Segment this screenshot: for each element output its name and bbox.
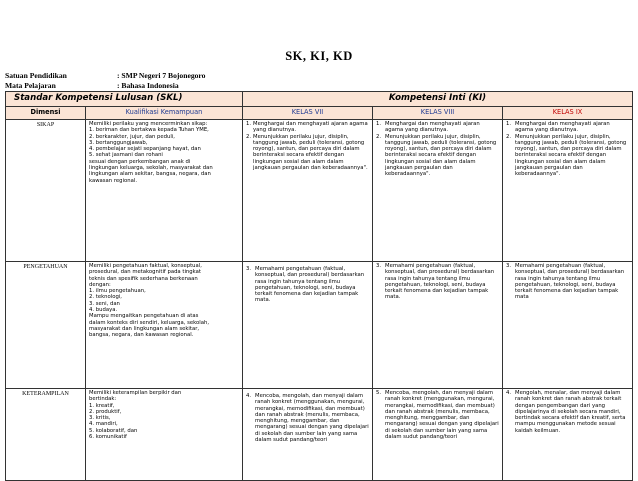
item-text: Menghargai dan menghayati ajaran agama yang dianutnya. [253, 121, 368, 134]
text-line: 2. berkarakter, jujur, dan peduli, [89, 133, 175, 140]
text-line: lingkungan keluarga, sekolah, masyarakat dan [89, 165, 213, 172]
ki-kelas-viii-pengetahuan [373, 262, 503, 389]
text-line: 4. budaya. [89, 307, 118, 314]
item-number: 4. [246, 393, 252, 399]
text-line: bangsa, negara, dan kawasan regional. [89, 332, 194, 339]
text-line: 4. pembelajar sejati sepanjang hayat, dan [89, 146, 201, 153]
item-number: 1. [246, 121, 252, 127]
item-number: 3. [246, 266, 252, 272]
item-text: Menghargai dan menghayati ajaran agama yang dianutnya. [515, 121, 610, 134]
text-line: dalam konteks diri sendiri, keluarga, sekolah, [89, 319, 210, 326]
dimensi-keterampilan: KETERAMPILAN [6, 389, 86, 481]
band-skl: Standar Kompetensi Lulusan (SKL) [6, 92, 243, 107]
meta-satuan-pendidikan [5, 71, 205, 80]
meta-mata-pelajaran [5, 81, 179, 90]
ki-kelas-vii-sikap [243, 120, 373, 262]
item-number: 2. [506, 133, 512, 140]
text-line: dengan: [89, 281, 111, 288]
list-item [376, 390, 499, 440]
ki-kelas-ix-pengetahuan [503, 262, 633, 389]
item-number: 2. [376, 133, 382, 140]
meta-value: : Bahasa Indonesia [117, 81, 179, 90]
skl-ki-table [5, 91, 633, 481]
header-kelas-vii: KELAS VII [243, 107, 373, 120]
text-line: bertindak: [89, 396, 117, 403]
list-item [376, 263, 499, 301]
header-dimensi: Dimensi [6, 107, 86, 120]
ki-kelas-vii-pengetahuan [243, 262, 373, 389]
meta-value: : SMP Negeri 7 Bojonegoro [117, 71, 206, 80]
dimensi-sikap: SIKAP [6, 120, 86, 262]
item-text: Menunjukkan perilaku jujur, disiplin, tanggung jawab, peduli (toleransi, gotong royong), santun, dan percaya diri dalam berinteraksi secara efektif dengan lingkungan sosial dan alam dalam jangkauan pergaulan dan keberadaannya". [253, 133, 368, 172]
item-number: 1. [376, 121, 382, 127]
header-kualifikasi: Kualifikasi Kemampuan [86, 107, 243, 120]
text-line: 3. bertanggungjawab, [89, 139, 148, 146]
text-line: lingkungan alam sekitar, bangsa, negara, dan [89, 171, 211, 178]
ki-kelas-vii-keterampilan [243, 389, 373, 481]
item-text: Menghargai dan menghayati ajaran agama yang dianutnya. [385, 121, 480, 134]
ki-kelas-ix-keterampilan [503, 389, 633, 481]
dimensi-pengetahuan: PENGETAHUAN [6, 262, 86, 389]
item-text: Menunjukkan perilaku jujur, disiplin, tanggung jawab, peduli (toleransi, gotong royong), santun, dan percaya diri dalam berinteraksi secara efektif dengan lingkungan sosial dan alam dalam jangkauan pergaulan dan keberadaannya". [515, 133, 627, 178]
text-line: sesuai dengan perkembangan anak di [89, 158, 191, 165]
text-line: 1. kreatif, [89, 402, 115, 409]
item-text: Mencoba, mengolah, dan menyaji dalam ranah konkret (menggunakan, mengurai, merangkai, memodifikasi, dan membuat) dan ranah abstrak (menulis, membaca, menghitung, menggambar, dan mengarang) sesuai dengan yang dipelajari di sekolah dan sumber lain yang sama dalam sudut pandang/teori [385, 390, 499, 441]
text-line: kawasan regional. [89, 177, 137, 184]
text-line: 1. ilmu pengetahuan, [89, 288, 146, 295]
list-item [246, 266, 369, 304]
header-kelas-ix: KELAS IX [503, 107, 633, 120]
text-line: Memiliki pengetahuan faktual, konseptual, [89, 263, 202, 269]
page-title: SK, KI, KD [285, 49, 353, 63]
list-item [246, 134, 369, 172]
list-item [376, 134, 499, 178]
text-line: masyarakat dan lingkungan alam sekitar, [89, 325, 200, 332]
list-item [246, 393, 369, 443]
ki-kelas-viii-sikap [373, 120, 503, 262]
text-line: 4. mandiri, [89, 421, 118, 428]
item-text: Menunjukkan perilaku jujur, disiplin, tanggung jawab, peduli (toleransi, gotong royong), santun, dan percaya diri dalam berinteraksi secara efektif dengan lingkungan sosial dan alam dalam jangkauan pergaulan dan keberadaannya". [385, 133, 497, 178]
table-row [6, 120, 633, 262]
text-line: 5. kolaboratif, dan [89, 427, 138, 434]
kualifikasi-pengetahuan [86, 262, 243, 389]
header-kelas-viii: KELAS VIII [373, 107, 503, 120]
text-line: Mampu mengaitkan pengetahuan di atas [89, 313, 199, 320]
meta-label: Satuan Pendidikan [5, 71, 67, 80]
list-item [506, 390, 629, 434]
item-text: Memahami pengetahuan (faktual, konseptual, dan prosedural) berdasarkan rasa ingin tahunya tentang ilmu pengetahuan, teknologi, seni, budaya terkait fenomena dan kejadian tampak mata. [385, 263, 495, 301]
list-item [506, 121, 629, 134]
text-line: 6. komunikatif [89, 434, 127, 441]
text-line: 3. kritis, [89, 415, 111, 422]
text-line: 2. produktif, [89, 408, 122, 415]
item-text: Memahami pengetahuan (faktual, konseptual, dan prosedural) berdasarkan rasa ingin tahunya tentang ilmu pengetahuan, teknologi, seni, budaya terkait fenomena dan kejadian tampak mata [515, 263, 625, 301]
item-number: 4. [506, 390, 512, 396]
item-number: 2. [246, 133, 252, 140]
list-item [246, 121, 369, 134]
item-number: 3. [376, 263, 382, 269]
ki-kelas-viii-keterampilan [373, 389, 503, 481]
text-line: Memiliki perilaku yang mencerminkan sikap: [89, 121, 208, 127]
text-line: teknis dan spesifik sederhana berkenaan [89, 275, 198, 282]
item-text: Memahami pengetahuan (faktual, konseptual, dan prosedural) berdasarkan rasa ingin tahunya tentang ilmu pengetahuan, teknologi, seni, budaya terkait fenomena dan kejadian tampak mata. [255, 266, 365, 304]
text-line: 1. beriman dan bertakwa kepada Tuhan YME, [89, 127, 209, 134]
item-number: 3. [506, 263, 512, 269]
text-line: 2. teknologi, [89, 294, 122, 301]
list-item [506, 263, 629, 301]
item-number: 5. [376, 390, 382, 396]
list-item [506, 134, 629, 178]
text-line: Memiliki keterampilan berpikir dan [89, 390, 182, 396]
text-line: 3. seni, dan [89, 300, 120, 307]
kualifikasi-sikap [86, 120, 243, 262]
table-row [6, 262, 633, 389]
table-row [6, 389, 633, 481]
text-line: prosedural, dan metakognitif pada tingkat [89, 269, 201, 276]
text-line: 5. sehat jasmani dan rohani [89, 152, 163, 159]
meta-label: Mata Pelajaran [5, 81, 56, 90]
ki-kelas-ix-sikap [503, 120, 633, 262]
item-text: Mencoba, mengolah, dan menyaji dalam ranah konkret (menggunakan, mengurai, merangkai, memodifikasi, dan membuat) dan ranah abstrak (menulis, membaca, menghitung, menggambar, dan mengarang) sesuai dengan yang dipelajari di sekolah dan sumber lain yang sama dalam sudut pandang/teori [255, 393, 369, 444]
item-number: 1. [506, 121, 512, 127]
list-item [376, 121, 499, 134]
item-text: Mengolah, menalar, dan menyaji dalam ranah konkret dan ranah abstrak terkait dengan pengembangan dari yang dipelajarinya di sekolah secara mandiri, bertindak secara efektif dan kreatif, serta mampu menggunakan metode sesuai kaidah keilmuan. [515, 390, 626, 434]
kualifikasi-keterampilan [86, 389, 243, 481]
band-ki: Kompetensi Inti (KI) [243, 92, 633, 107]
